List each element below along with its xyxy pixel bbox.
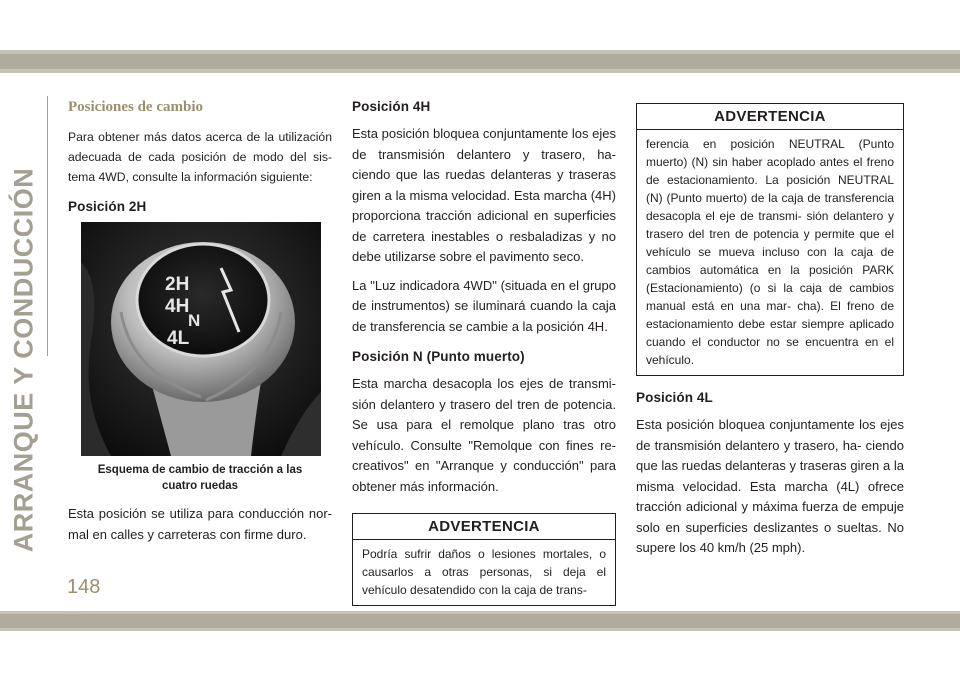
warning-text: Podría sufrir daños o lesiones mortales, o causarlos a otras personas, si deja el vehículo desatendido con la caja de trans- [362,547,606,597]
position-4h-heading: Posición 4H [352,99,431,114]
top-header-band [0,50,960,73]
page-number: 148 [67,576,101,598]
knob-label-4h: 4H [165,296,190,317]
knob-label-4l: 4L [167,328,190,349]
shifter-knob-photo [81,222,321,456]
column-3 [636,103,904,559]
warning-box-1 [352,513,616,606]
indicator-light-text: La "Luz indicadora 4WD" (situada en el grupo de instrumentos) se iluminará cuando la caja de transferencia se cambie a la posición 4H. [352,277,616,334]
position-n-text: Esta marcha desacopla los ejes de transmi- sión delantero y trasero del tren de potencia. Se usa para el remolque plano tras otro vehículo. Consulte "Remolque con fines re- creativos" en "Arranque y conducción" para obtener más información. [352,376,616,494]
position-4l-text: Esta posición bloquea conjuntamente los ejes de transmisión delantero y trasero, ha- ciendo que las ruedas delanteras y traseras giren a la misma velocidad. Esta marcha (4L) ofrece tracción adicional y máxima fuerza de empuje solo en superficies deslizantes o sueltas. No supere los 40 km/h (25 mph). [636,417,904,555]
position-n-heading: Posición N (Punto muerto) [352,349,525,364]
position-2h-heading: Posición 2H [68,199,147,214]
warning-box-2 [636,103,904,376]
knob-label-n: N [188,311,201,330]
column-2 [352,99,616,606]
top-header-stripe [0,54,960,69]
warning-title: ADVERTENCIA [637,104,903,130]
bottom-footer-band [0,611,960,631]
side-divider [47,96,48,356]
position-4l-heading: Posición 4L [636,390,713,405]
position-4h-text: Esta posición bloquea conjuntamente los ejes de transmisión delantero y trasero, ha- ciendo que las ruedas delanteras y traseras giren a la misma velocidad. Esta marcha (4H) proporciona tracción adicional en superficies de carretera inestables o resbaladizas y no debe utilizarse sobre el pavimento seco. [352,126,616,264]
bottom-footer-stripe [0,614,960,628]
position-2h-text: Esta posición se utiliza para conducción nor- mal en calles y carreteras con firme duro. [68,506,332,542]
knob-label-2h: 2H [165,274,190,295]
figure-caption-line-2: cuatro ruedas [161,480,239,492]
figure-caption [68,462,332,494]
column-1 [68,99,332,545]
warning-title: ADVERTENCIA [353,514,615,540]
intro-paragraph: Para obtener más datos acerca de la utilización adecuada de cada posición de modo del sis- tema 4WD, consulte la información siguiente: [68,130,332,184]
section-title: Posiciones de cambio [68,99,203,115]
side-chapter-label: ARRANQUE Y CONDUCCIÓN [8,167,39,553]
warning-text: ferencia en posición NEUTRAL (Punto muerto) (N) sin haber acoplado antes el freno de estacionamiento. La posición NEUTRAL (N) (Punto muerto) de la caja de transferencia desacopla el eje de transmi- sión delantero y trasero del tren de potencia y permite que el vehículo se mueva incluso con la caja de cambios automática en la posición PARK (Estacionamiento) (o si la caja de cambios manual está en una mar- cha). El freno de estacionamiento debe estar siempre aplicado cuando el conductor no se encuentra en el vehículo. [646,137,894,367]
figure-caption-line-1: Esquema de cambio de tracción a las [97,464,303,476]
